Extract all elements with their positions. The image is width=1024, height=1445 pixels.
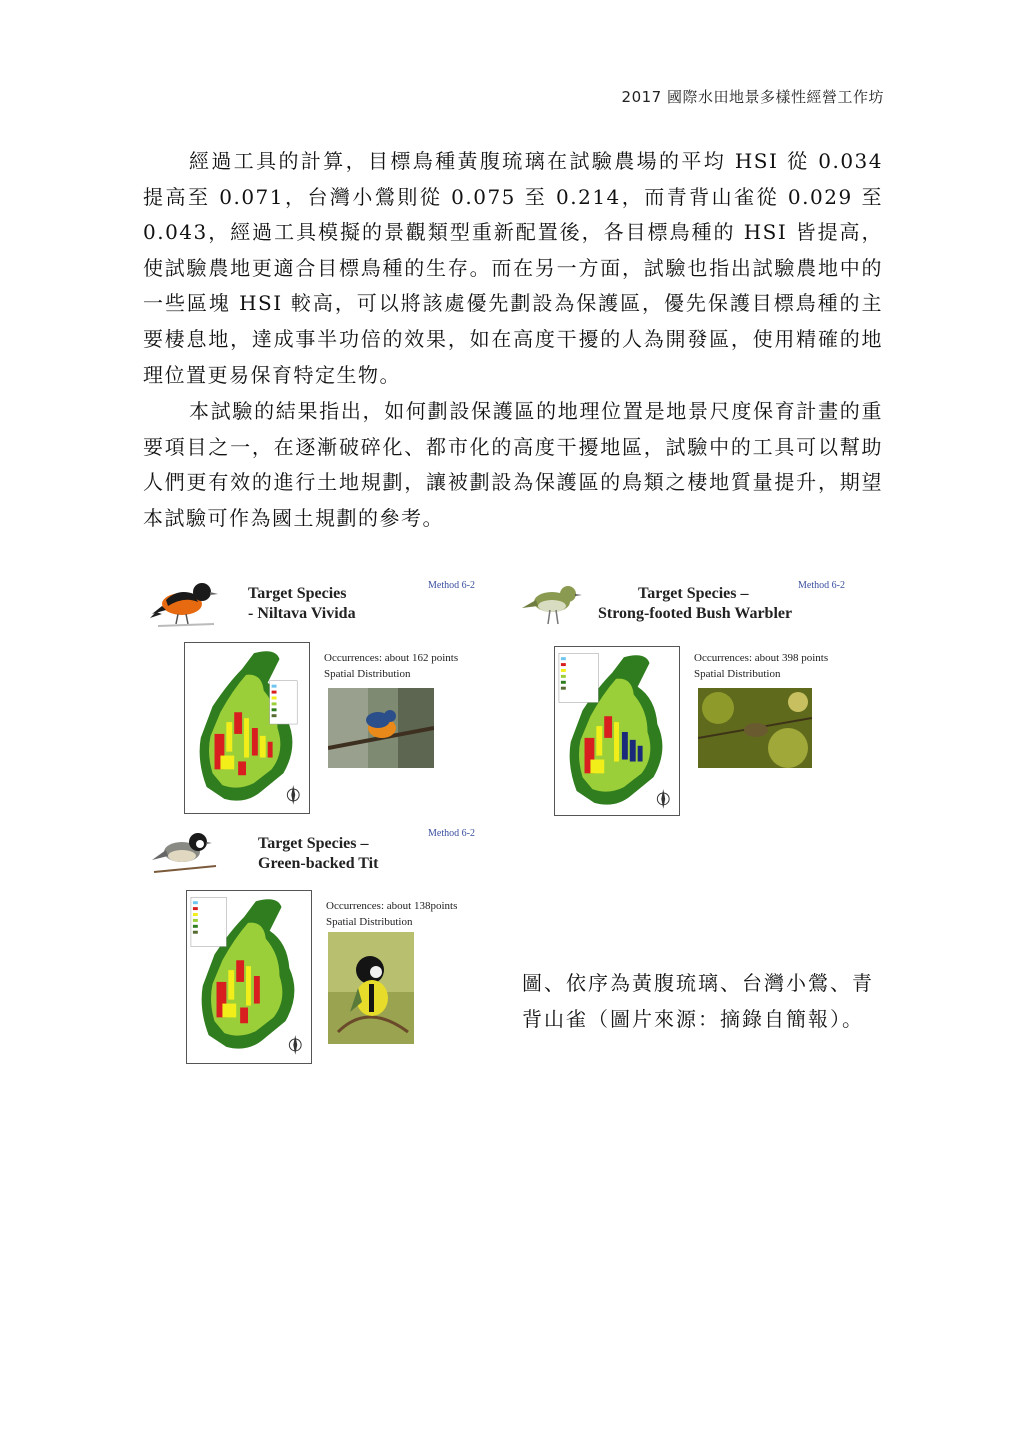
- method-label: Method 6-2: [798, 580, 845, 591]
- slide-title: Target Species – Green-backed Tit: [258, 835, 379, 872]
- method-label: Method 6-2: [428, 828, 475, 839]
- body-paragraph-1: 經過工具的計算，目標鳥種黃腹琉璃在試驗農場的平均 HSI 從 0.034 提高至 0.071，台灣小鶯則從 0.075 至 0.214，而青背山雀從 0.029 至 0.043，經過工具模擬的景觀類型重新配置後，各目標鳥種的 HSI 皆提高，使試驗農地更適合目標鳥種的生存。而在另一方面，試驗也指出試驗農地中的一些區塊 HSI 較高，可以將該處優先劃設為保護區，優先保護目標鳥種的主要棲息地，達成事半功倍的效果，如在高度干擾的人為開發區，使用精確的地理位置更易保育特定生物。: [143, 149, 883, 387]
- occurrence-info: Occurrences: about 138points Spatial Distribution: [326, 900, 458, 928]
- slide-strong-footed-bush-warbler: [518, 574, 868, 824]
- olive-warbler-icon: [518, 574, 592, 630]
- spatial-distribution-map: [554, 646, 680, 816]
- page-header: 2017 國際水田地景多樣性經營工作坊: [621, 88, 884, 106]
- spatial-distribution-map: [184, 642, 310, 814]
- slide-green-backed-tit: [148, 822, 498, 1072]
- slide-title: Target Species – Strong-footed Bush Warbler: [598, 585, 793, 622]
- spatial-distribution-map: [186, 890, 312, 1064]
- occurrence-info: Occurrences: about 398 points Spatial Distribution: [694, 652, 829, 680]
- occurrence-info: Occurrences: about 162 points Spatial Distribution: [324, 652, 459, 680]
- bird-photo: [328, 932, 414, 1044]
- bird-photo: [328, 688, 434, 768]
- slide-niltava-vivida: [148, 574, 498, 824]
- orange-black-bird-icon: [148, 574, 222, 630]
- slide-title: Target Species - Niltava Vivida: [248, 585, 356, 622]
- body-paragraph-2: 本試驗的結果指出，如何劃設保護區的地理位置是地景尺度保育計畫的重要項目之一，在逐漸破碎化、都市化的高度干擾地區，試驗中的工具可以幫助人們更有效的進行土地規劃，讓被劃設為保護區的鳥類之棲地質量提升，期望本試驗可作為國土規劃的參考。: [143, 399, 883, 530]
- method-label: Method 6-2: [428, 580, 475, 591]
- tit-bird-icon: [148, 822, 222, 878]
- bird-photo: [698, 688, 812, 768]
- figure-caption: 圖、依序為黃腹琉璃、台灣小鶯、青背山雀（圖片來源：摘錄自簡報）。: [522, 971, 874, 1031]
